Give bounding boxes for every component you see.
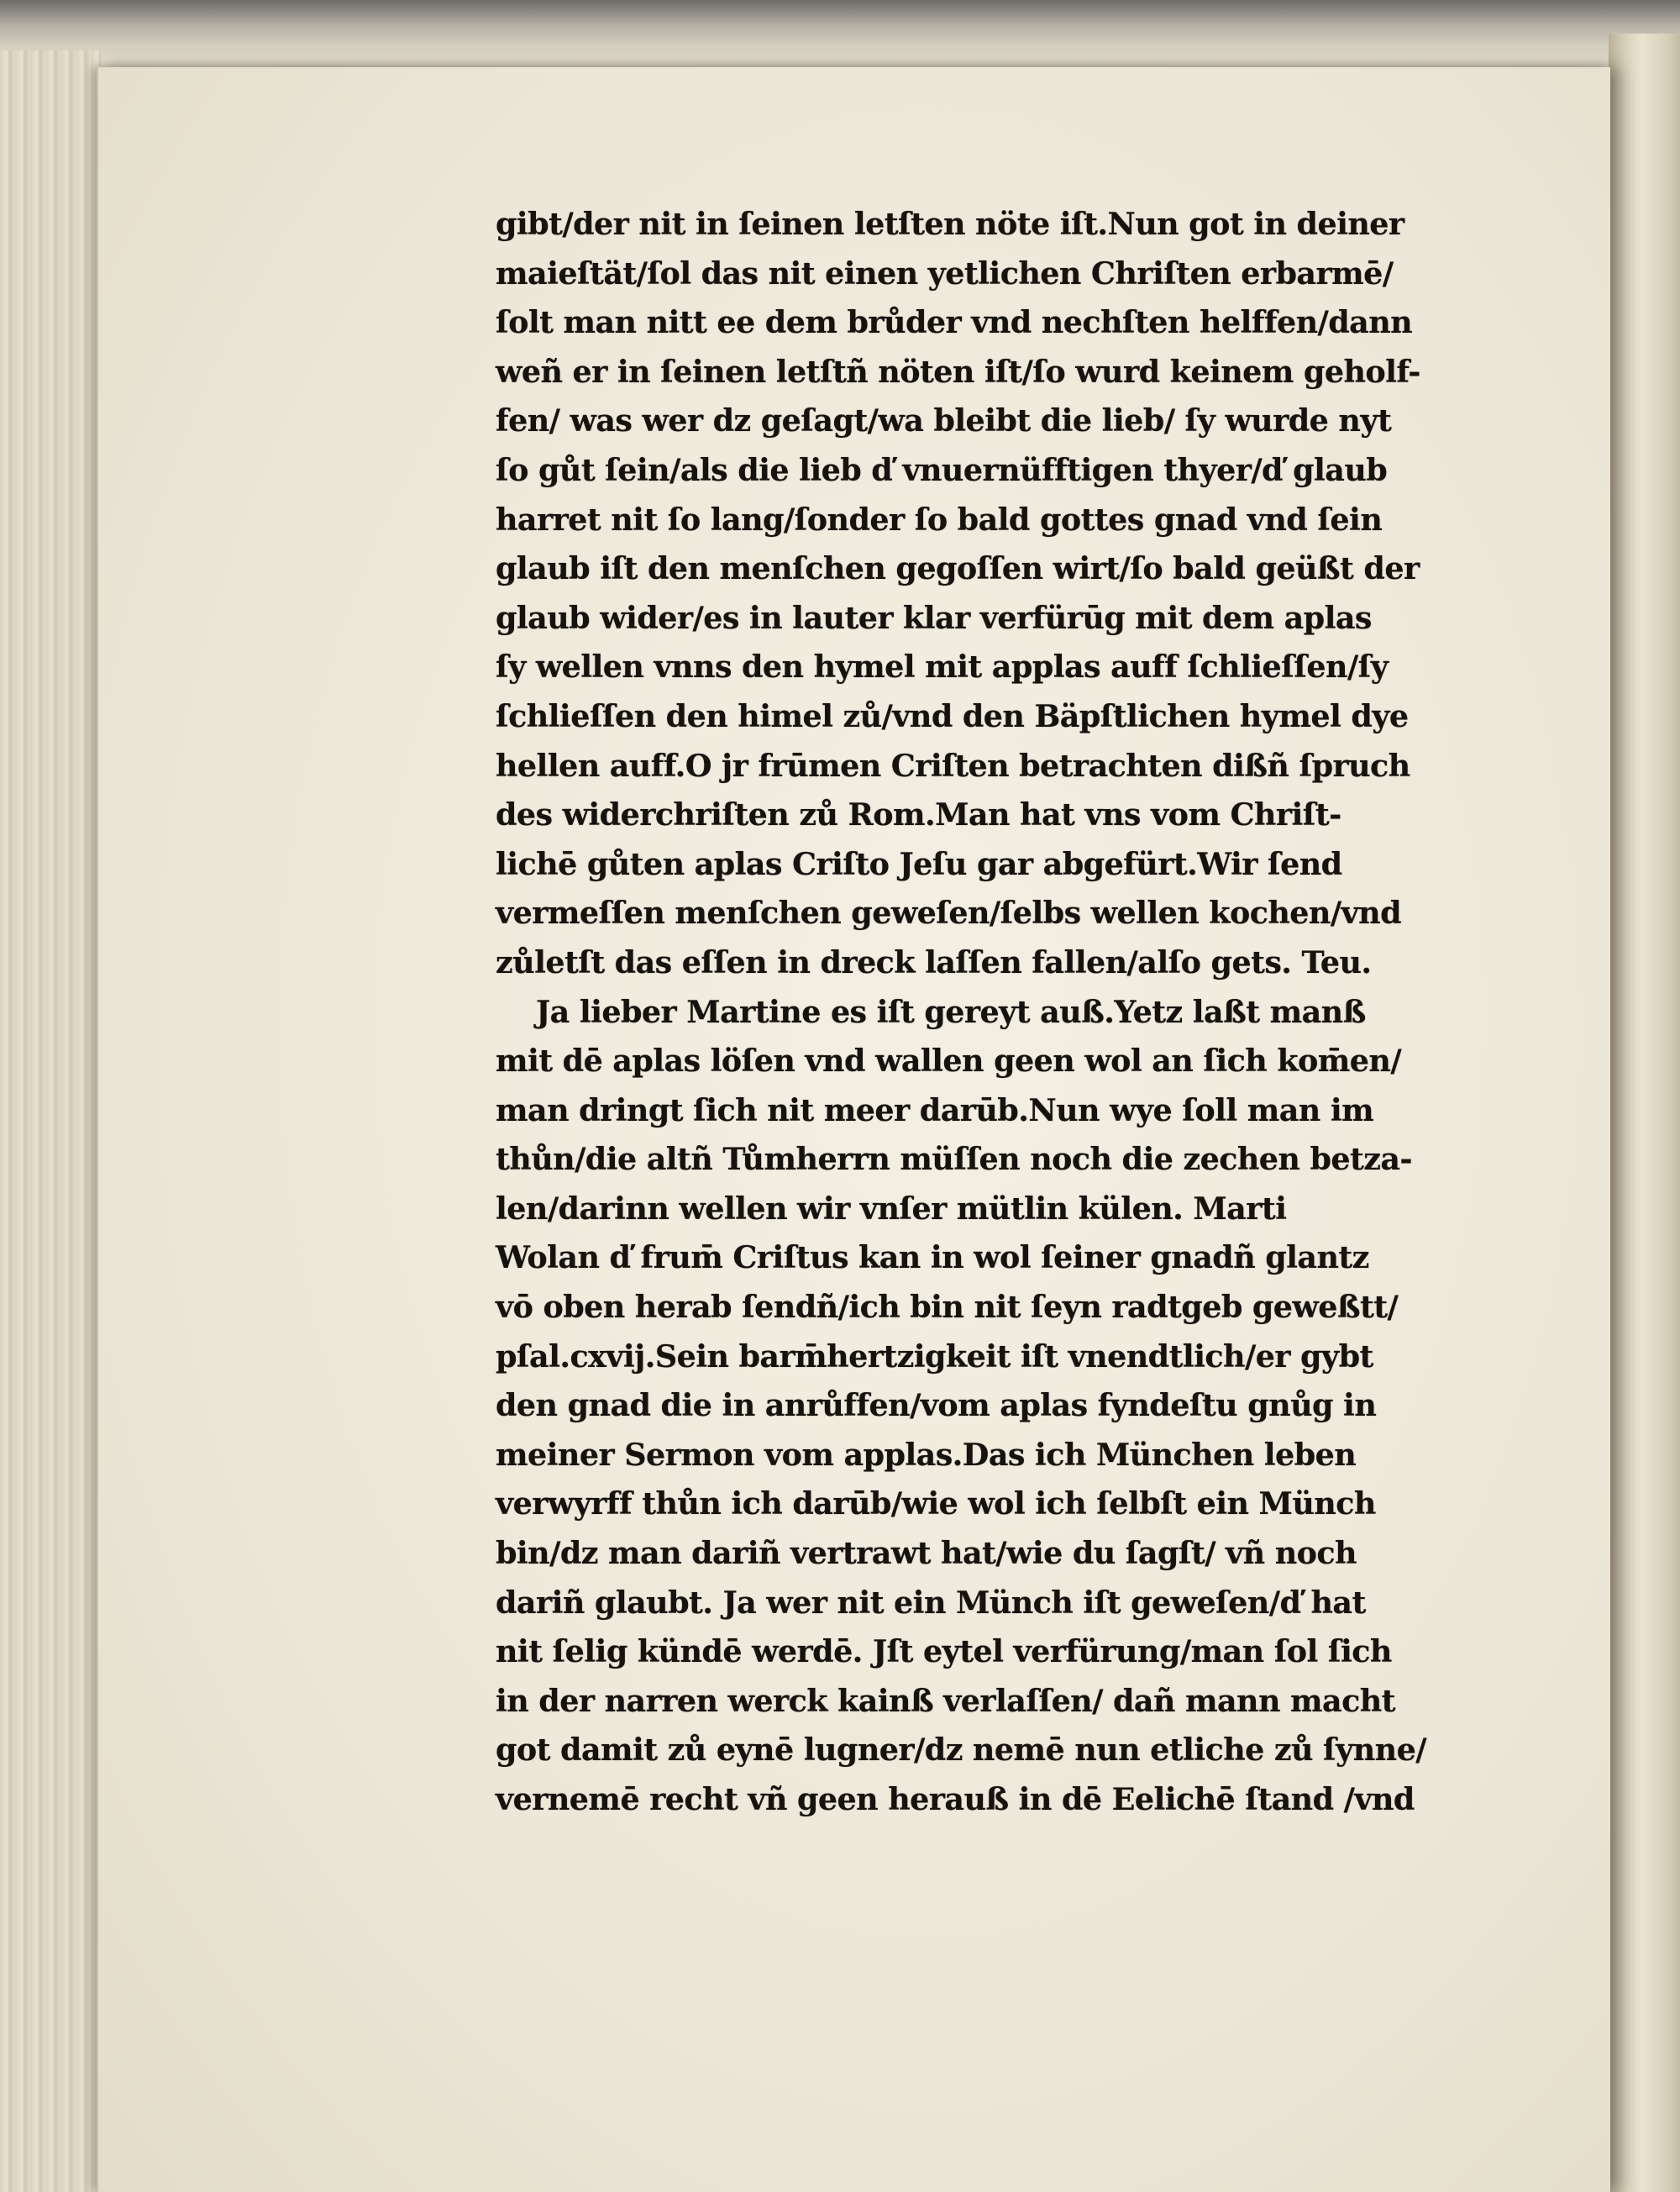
text-line: thůn/die altñ Tůmherrn müſſen noch die zechen betza- [496, 1141, 1412, 1178]
text-line: Ja lieber Martine es iſt gereyt auß.Yetz laßt manß [536, 993, 1366, 1030]
book-top-edge [0, 0, 1680, 49]
text-line: maieſtät/ſol das nit einen yetlichen Chriſten erbarmē/ [496, 255, 1394, 292]
text-line: meiner Sermon vom applas.Das ich München leben [496, 1436, 1357, 1473]
text-line: fen/ was wer dz geſagt/wa bleibt die lieb/ ſy wurde nyt [496, 402, 1392, 439]
text-line: glaub iſt den menſchen gegoſſen wirt/ſo bald geüßt der [496, 550, 1420, 587]
text-line: vō oben herab ſendñ/ich bin nit ſeyn radtgeb geweßtt/ [496, 1289, 1399, 1326]
text-line: gibt/der nit in ſeinen letſten nöte iſt.Nun got in deiner [496, 206, 1404, 242]
text-line: ſy wellen vnns den hymel mit applas auff ſchlieſſen/ſy [496, 649, 1389, 686]
text-line: verwyrff thůn ich darūb/wie wol ich ſelbſt ein Münch [496, 1485, 1376, 1522]
text-line: lichē gůten aplas Criſto Jeſu gar abgefürt.Wir ſend [496, 845, 1342, 882]
text-line: bin/dz man dariñ vertrawt hat/wie du ſagſt/ vñ noch [496, 1535, 1357, 1572]
text-line: des widerchriſten zů Rom.Man hat vns vom Chriſt- [496, 796, 1341, 833]
text-line: vernemē recht vñ geen herauß in dē Eelichē ſtand /vnd [496, 1781, 1415, 1817]
left-page-stack [0, 50, 101, 2192]
text-line: weñ er in ſeinen letſtñ nöten iſt/ſo wurd keinem geholf- [496, 353, 1420, 390]
text-line: vermeſſen menſchen geweſen/ſelbs wellen kochen/vnd [496, 895, 1402, 932]
printed-text-block [496, 200, 1525, 1825]
text-line: ſolt man nitt ee dem brůder vnd nechſten helffen/dann [496, 304, 1413, 341]
text-line: len/darinn wellen wir vnſer mütlin külen. Marti [496, 1190, 1287, 1227]
text-line: pſal.cxvij.Sein barm̄hertzigkeit iſt vnendtlich/er gybt [496, 1338, 1373, 1375]
text-line: in der narren werck kainß verlaſſen/ dañ mann macht [496, 1682, 1395, 1719]
text-line: Wolan ď frum̄ Criſtus kan in wol ſeiner gnadñ glantz [496, 1239, 1369, 1276]
text-line: got damit zů eynē lugner/dz nemē nun etliche zů ſynne/ [496, 1732, 1426, 1769]
text-line: nit ſelig kündē werdē. Jſt eytel verfürung/man ſol ſich [496, 1633, 1392, 1670]
text-line: ſo gůt ſein/als die lieb ď vnuernüfftigen thyer/ď glaub [496, 451, 1388, 488]
text-line: hellen auff.O jr frūmen Criſten betrachten dißñ ſpruch [496, 747, 1410, 784]
text-line: man dringt ſich nit meer darūb.Nun wye ſoll man im [496, 1091, 1374, 1128]
text-line: ſchlieſſen den himel zů/vnd den Bäpſtlichen hymel dye [496, 697, 1409, 734]
text-line: den gnad die in anrůffen/vom aplas fyndeſtu gnůg in [496, 1387, 1377, 1424]
text-line: harret nit ſo lang/ſonder ſo bald gottes gnad vnd ſein [496, 501, 1383, 538]
text-line: mit dē aplas löſen vnd wallen geen wol an ſich kom̄en/ [496, 1043, 1402, 1080]
right-page-edge [1609, 34, 1680, 2192]
text-line: dariñ glaubt. Ja wer nit ein Münch iſt geweſen/ď hat [496, 1584, 1366, 1621]
text-line: glaub wider/es in lauter klar verfürūg mit dem aplas [496, 599, 1372, 636]
text-line: zůletſt das eſſen in dreck laſſen fallen/alſo gets. Teu. [496, 944, 1372, 980]
